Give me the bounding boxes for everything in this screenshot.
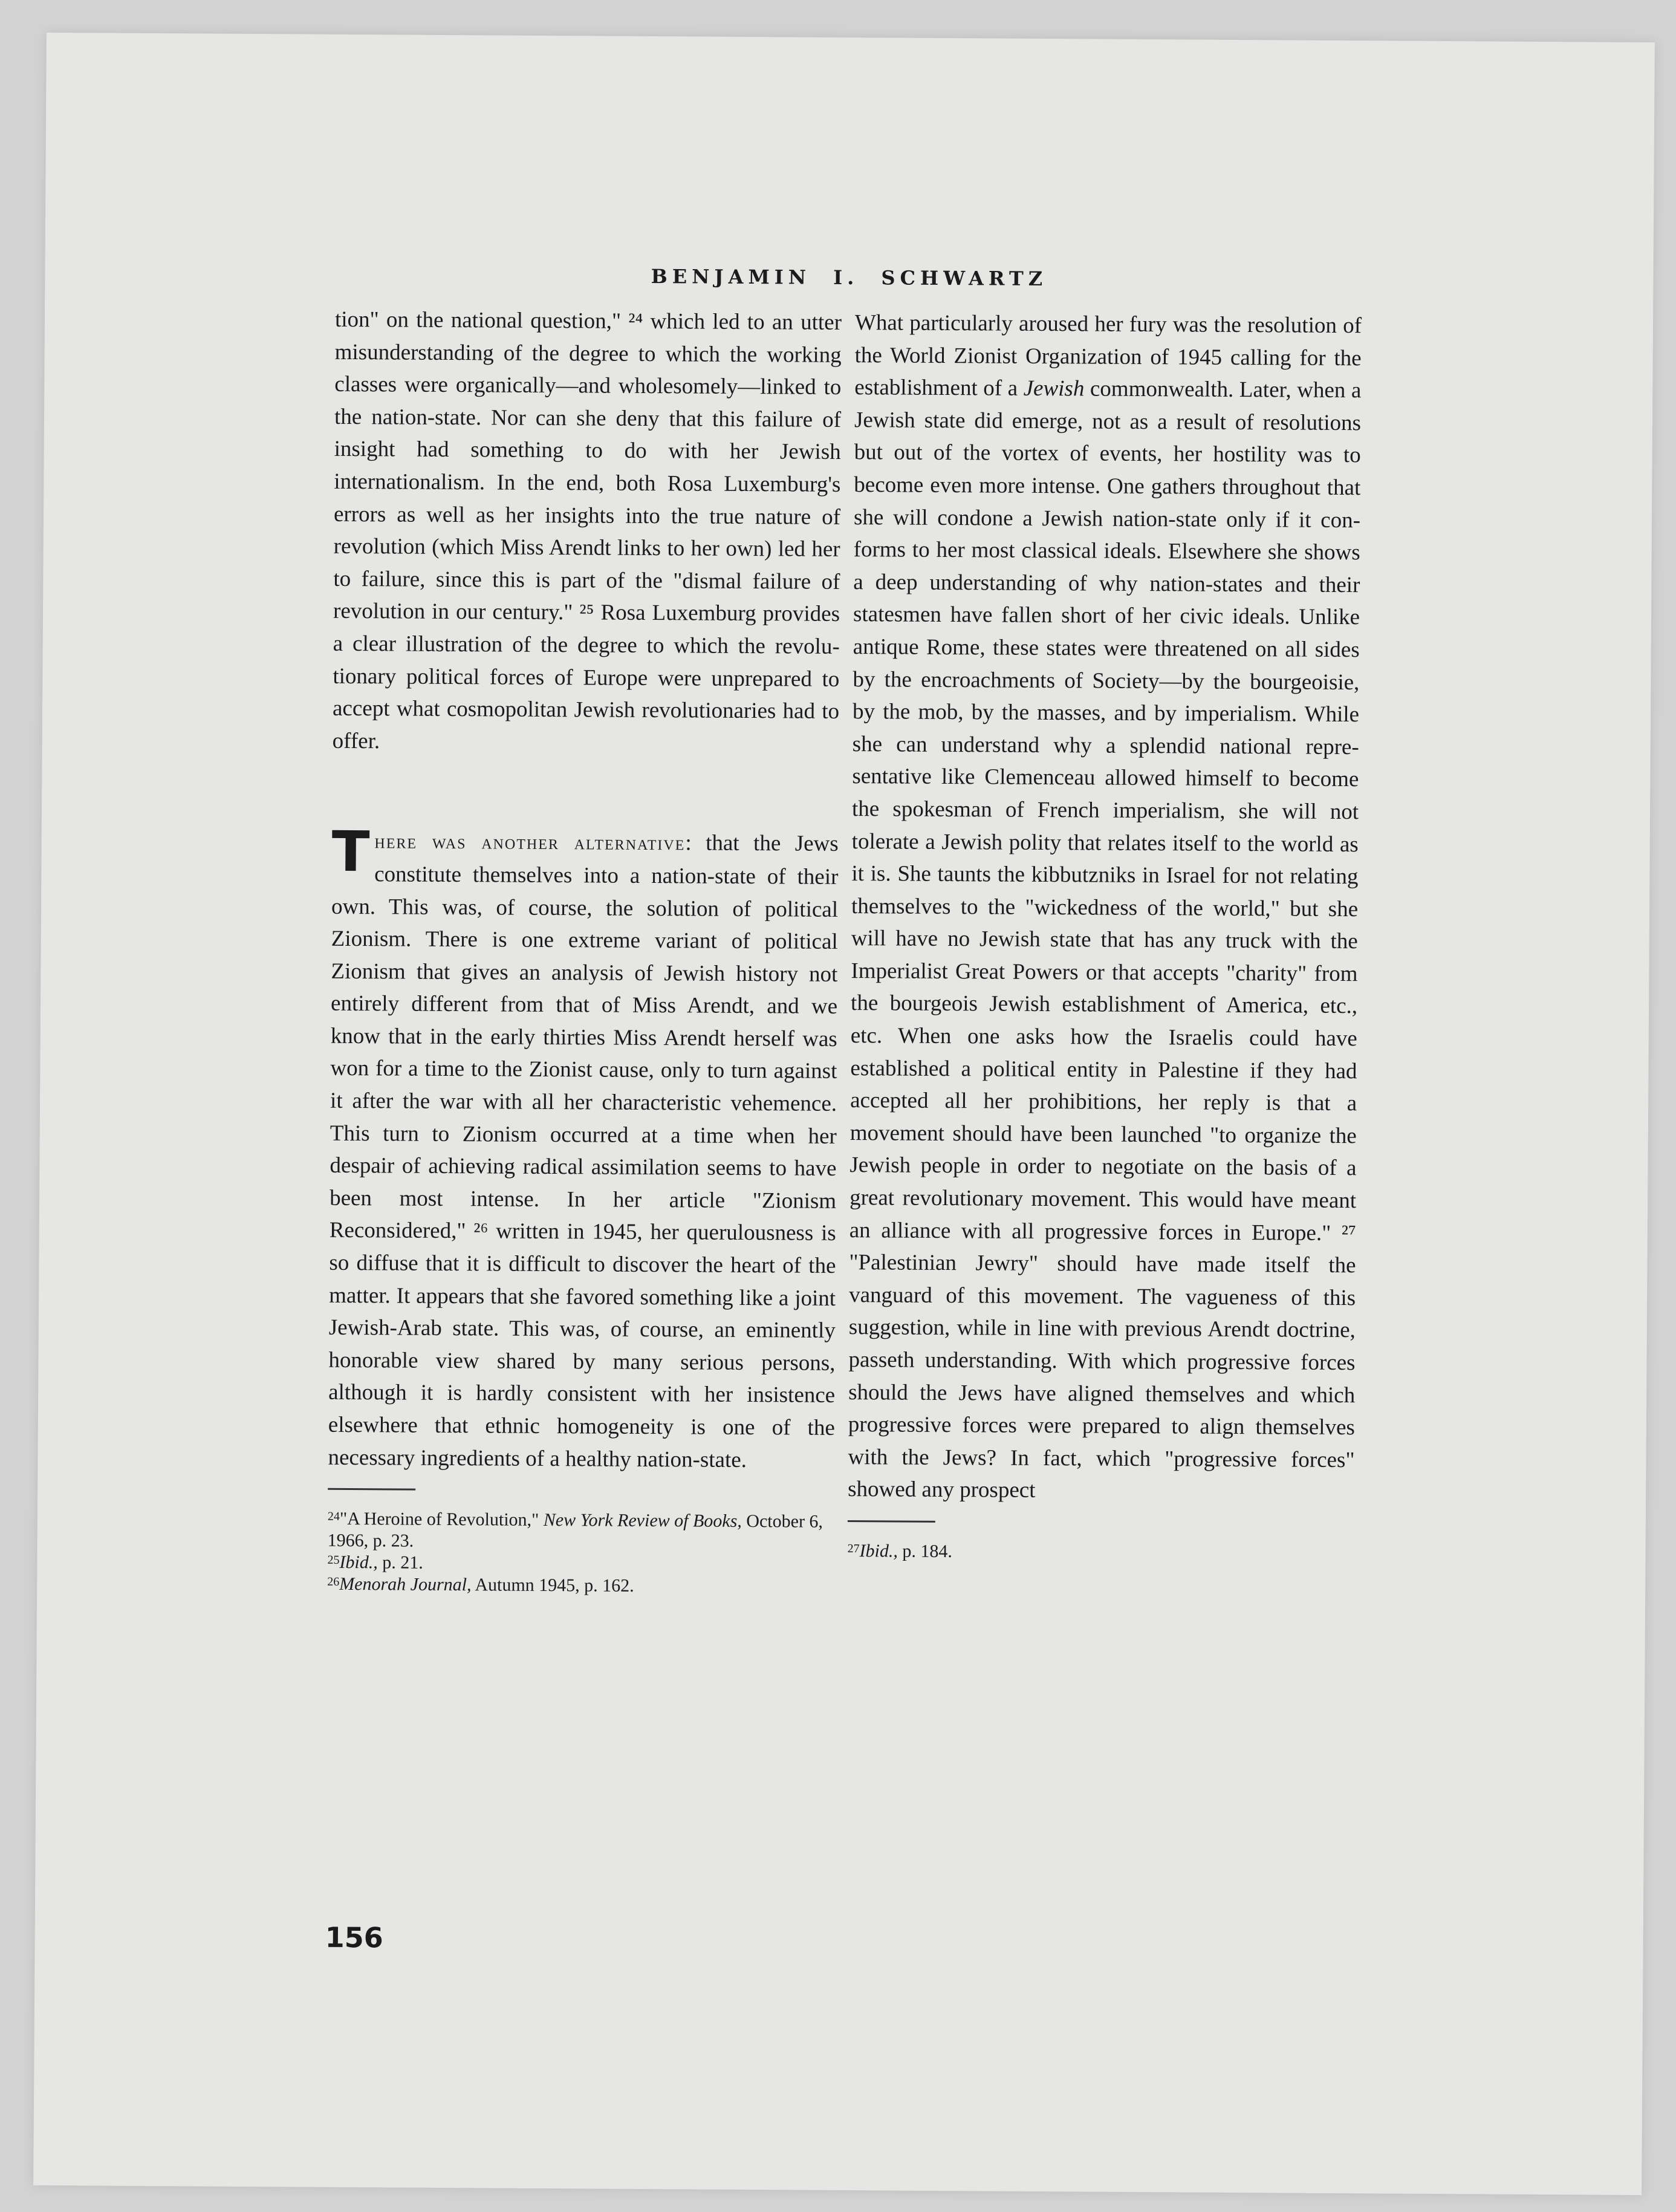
footnote-rule-left [328, 1488, 415, 1491]
footnote-mark: 27 [847, 1542, 860, 1556]
footnote-text: "A Heroine of Revolution," [339, 1509, 544, 1531]
footnote-24 [328, 1508, 834, 1555]
page-content [33, 33, 1655, 2195]
left-paragraph-2 [328, 819, 839, 1477]
footnote-mark: 24 [327, 1509, 340, 1524]
right-footnotes [847, 1540, 1354, 1565]
footnote-rule-right [848, 1520, 935, 1523]
left-footnotes [327, 1508, 834, 1598]
footnote-rest: Autumn 1945, p. 162. [471, 1575, 634, 1596]
footnote-27 [847, 1540, 1354, 1565]
footnote-rest: p. 184. [897, 1541, 953, 1562]
footnote-mark: 26 [327, 1575, 340, 1589]
footnote-mark: 25 [327, 1553, 340, 1567]
italic-word: Jewish [1023, 376, 1085, 402]
page-number: 156 [325, 1921, 383, 1954]
footnote-title: Menorah Journal, [339, 1574, 472, 1595]
footnote-26 [327, 1573, 834, 1598]
left-paragraph-2-text: : that the Jews constitute themselves into a nation-state of their own. This was, of course, the solution of political Zionism. There is one extreme variant of political Zionism that gives an analysis of Jewish history not entirely different from that of Miss Arendt, and we know that in the early thirties Miss Arendt herself was won for a time to the Zionist cause, only to turn against it after the war with all her characteristic vehemence. This turn to Zionism occurred at a time when her despair of achieving radical assimilation seems to have been most intense. In her article "Zionism Reconsidered," ²⁶ written in 1945, her querulousness is so diffuse that it is difficult to discover the heart of the matter. It appears that she favored something like a joint Jewish-Arab state. This was, of course, an eminently honorable view shared by many serious persons, although it is hardly consistent with her insistence elsewhere that ethnic homogeneity is one of the necessary ingredients of a healthy nation-state. [328, 830, 839, 1472]
left-column [327, 304, 842, 1598]
right-column [847, 307, 1362, 1565]
footnote-25 [327, 1552, 834, 1576]
footnote-rest: October 6, 1966, p. 23. [327, 1511, 823, 1551]
right-paragraph-text-b: commonwealth. Later, when a Jewish state did emerge, not as a result of resolutions but out of the vortex of events, her hostility was to become even more intense. One gathers throughout that she will condone a Jewish nation-state only if it conforms to her most classical ideals. Elsewhere she shows a deep understanding of why nation-states and their statesmen have fallen short of her civic ideals. Unlike antique Rome, these states were threatened on all sides by the encroachments of Society—by the bourgeoisie, by the mob, by the masses, and by imperialism. While she can understand why a splendid national representative like Clemenceau allowed himself to become the spokesman of French imperialism, she will not tolerate a Jewish polity that relates itself to the world as it is. She taunts the kibbutzniks in Israel for not relating themselves to the "wickedness of the world," but she will have no Jewish state that has any truck with the Imperialist Great Powers or that accepts "charity" from the bourgeois Jewish establishment of America, etc., etc. When one asks how the Israelis could have established a political entity in Palestine if they had accepted all her prohibitions, her reply is that a movement should have been launched "to organize the Jewish people in order to negotiate on the basis of a great revolutionary movement. This would have meant an alliance with all progressive forces in Europe." ²⁷ "Palestinian Jewry" should have made itself the vanguard of this movement. The vagueness of this suggestion, while in line with previous Arendt doctrine, passeth understanding. With which progressive forces should the Jews have aligned themselves and which progressive forces were prepared to align themselves with the Jews? In fact, which "progressive forces" showed any prospect [848, 376, 1362, 1503]
footnote-title: Ibid., [339, 1552, 378, 1573]
footnote-title: New York Review of Books, [543, 1510, 742, 1532]
footnote-title: Ibid., [859, 1541, 898, 1561]
drop-cap: T [331, 819, 370, 885]
footnote-rest: p. 21. [377, 1552, 423, 1573]
left-paragraph-1: tion" on the national question," ²⁴ which led to an utter misunderstanding of the degree to which the working classes were organically—and wholesomely—linked to the nation-state. Nor can she deny that this failure of insight had something to do with her Jewish internationalism. In the end, both Rosa Luxemburg's errors as well as her insights into the true nature of revolution (which Miss Arendt links to her own) led her to failure, since this is part of the "dismal failure of revolution in our century." ²⁵ Rosa Luxemburg provides a clear illustration of the degree to which the revolutionary political forces of Europe were unprepared to accept what cosmopolitan Jewish revolutionaries had to offer. [332, 307, 842, 754]
section-opening-smallcaps: here was another alternative [374, 830, 686, 855]
right-paragraph-text-a: What particularly aroused her fury was the resolution of the World Zionist Organization of 1945 calling for the establishment of a [854, 310, 1362, 401]
scanned-page [33, 33, 1655, 2195]
running-head: BENJAMIN I. SCHWARTZ [651, 265, 1048, 291]
right-paragraph-1 [848, 307, 1362, 1509]
